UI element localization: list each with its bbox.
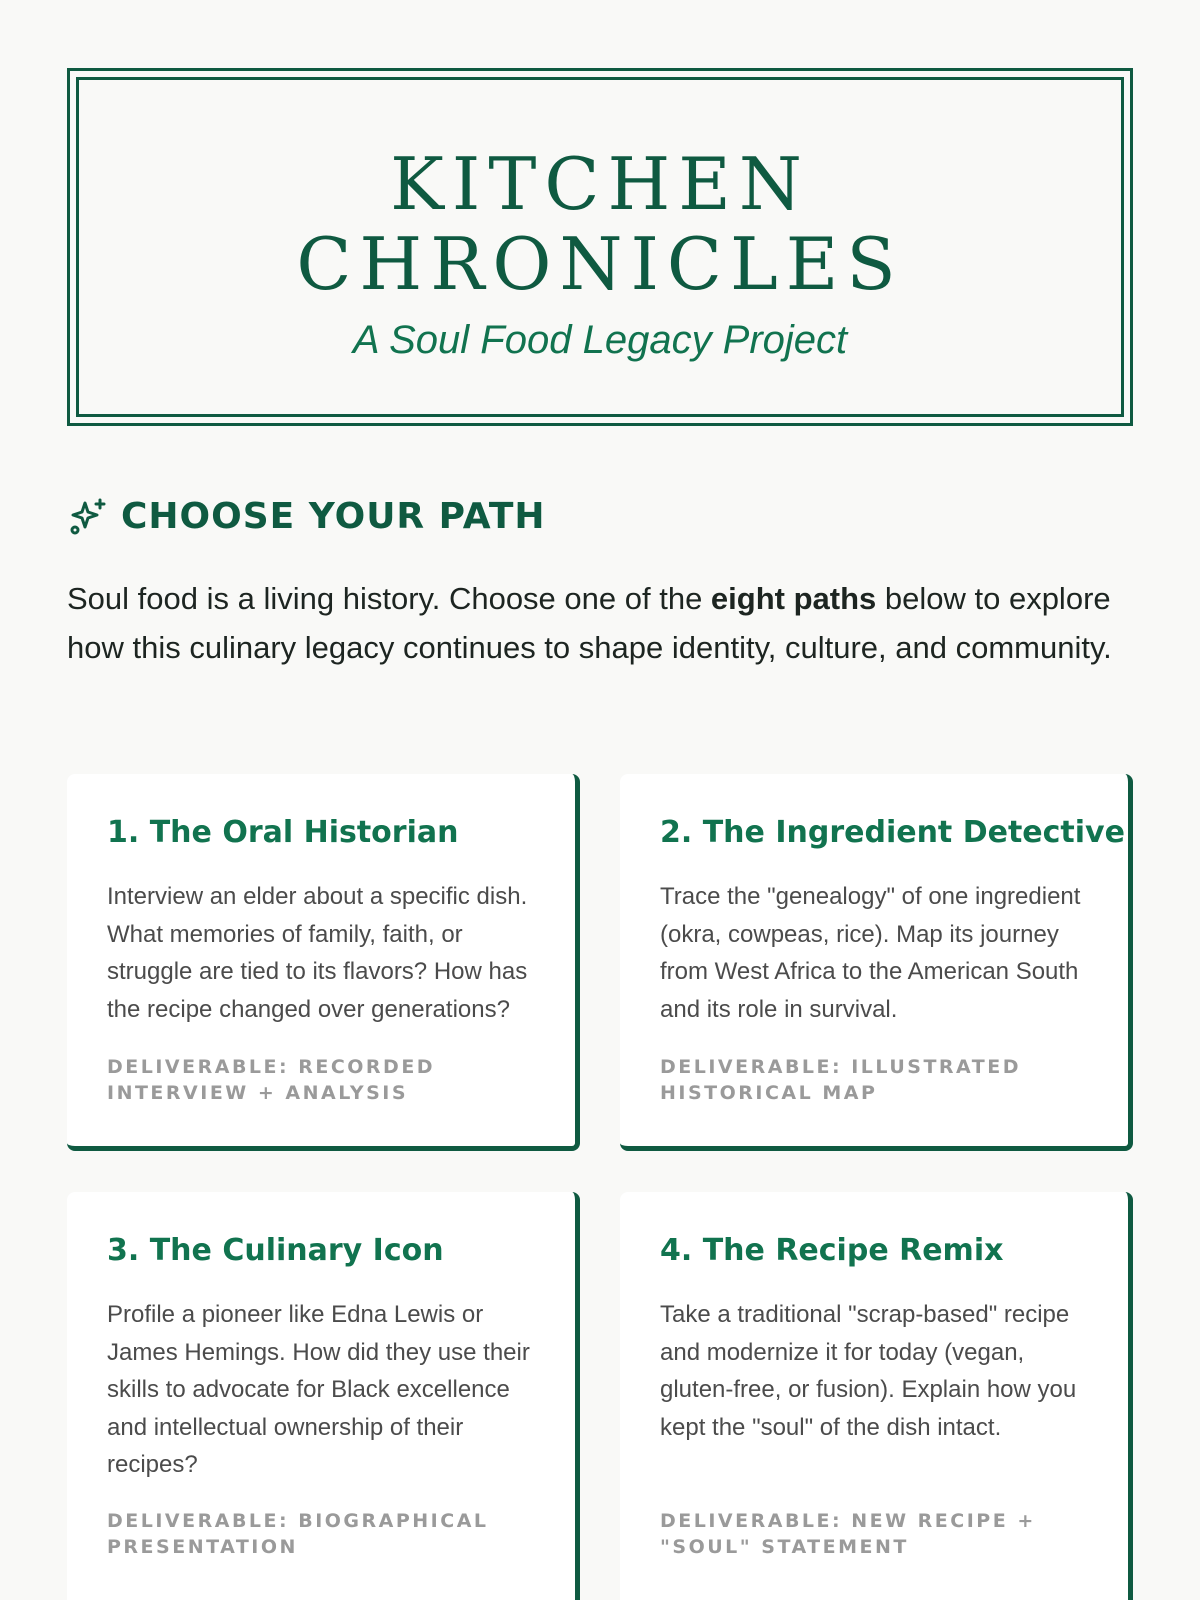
card-title: 3. The Culinary Icon bbox=[107, 1233, 444, 1268]
header-frame bbox=[67, 68, 1133, 426]
intro-text-end: below to explore how this culinary legacy continues to shape identity, culture, and community. bbox=[67, 581, 1112, 665]
card-deliverable: DELIVERABLE: BIOGRAPHICAL PRESENTATION bbox=[107, 1510, 489, 1558]
page-subtitle: A Soul Food Legacy Project bbox=[352, 318, 848, 362]
intro-emphasis: eight paths bbox=[710, 581, 877, 616]
card-description: Take a traditional "scrap-based" recipe and modernize it for today (vegan, gluten-free, or fusion). Explain how you kept the "soul" of the dish intact. bbox=[660, 1301, 1077, 1441]
title-line-2: CHRONICLES bbox=[296, 222, 904, 306]
section-heading-row bbox=[67, 496, 546, 537]
path-card-4[interactable] bbox=[620, 1192, 1133, 1600]
title-line-1: KITCHEN bbox=[390, 142, 810, 226]
section-heading: CHOOSE YOUR PATH bbox=[121, 496, 546, 537]
path-card-3[interactable] bbox=[67, 1192, 580, 1600]
card-title: 2. The Ingredient Detective bbox=[660, 815, 1125, 850]
card-deliverable: DELIVERABLE: RECORDED INTERVIEW + ANALYSIS bbox=[107, 1056, 436, 1104]
intro-paragraph bbox=[67, 574, 1147, 672]
card-deliverable: DELIVERABLE: ILLUSTRATED HISTORICAL MAP bbox=[660, 1056, 1021, 1104]
path-card-2[interactable] bbox=[620, 774, 1133, 1151]
card-description: Interview an elder about a specific dish. What memories of family, faith, or struggle are tied to its flavors? How has the recipe changed over generations? bbox=[107, 883, 528, 1023]
card-description: Trace the "genealogy" of one ingredient (okra, cowpeas, rice). Map its journey from West Africa to the American South and its role in survival. bbox=[660, 883, 1081, 1023]
page-title bbox=[79, 144, 1121, 304]
intro-text-start: Soul food is a living history. Choose one of the bbox=[67, 581, 711, 616]
header-inner-frame bbox=[76, 77, 1124, 417]
card-description: Profile a pioneer like Edna Lewis or James Hemings. How did they use their skills to advocate for Black excellence and intellectual ownership of their recipes? bbox=[107, 1301, 530, 1478]
card-deliverable: DELIVERABLE: NEW RECIPE + "SOUL" STATEMENT bbox=[660, 1510, 1036, 1558]
path-card-1[interactable] bbox=[67, 774, 580, 1151]
card-title: 1. The Oral Historian bbox=[107, 815, 459, 850]
card-title: 4. The Recipe Remix bbox=[660, 1233, 1004, 1268]
sparkles-icon bbox=[67, 497, 107, 537]
